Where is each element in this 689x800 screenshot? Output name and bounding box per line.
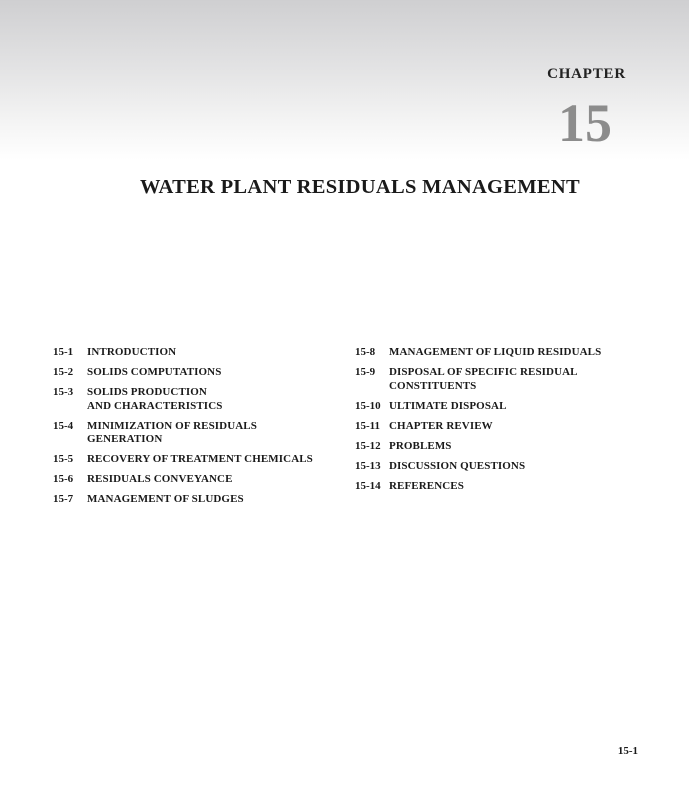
toc-item (355, 480, 655, 494)
toc-item-title: MANAGEMENT OF SLUDGES (87, 493, 244, 505)
toc-item-number: 15-3 (53, 386, 74, 398)
toc-left-column (53, 346, 353, 513)
page-number: 15-1 (617, 745, 638, 757)
toc-item-title: MANAGEMENT OF LIQUID RESIDUALS (389, 346, 602, 358)
toc-item (355, 400, 655, 414)
toc-right-column (355, 346, 655, 500)
toc-item-title: DISCUSSION QUESTIONS (389, 459, 526, 472)
toc-item-number: 15-4 (53, 419, 74, 432)
toc-item-number: 15-7 (53, 493, 74, 505)
toc-item-number: 15-8 (355, 346, 376, 358)
toc-item-title: REFERENCES (389, 479, 464, 492)
toc-item (53, 420, 353, 447)
toc-item (355, 460, 655, 474)
toc-item-number: 15-14 (355, 479, 381, 492)
toc-item (355, 420, 655, 434)
toc-item-number: 15-5 (53, 453, 74, 465)
toc-item-number: 15-2 (53, 366, 74, 378)
toc-item (53, 493, 353, 507)
toc-item-number: 15-9 (355, 366, 376, 378)
chapter-title: WATER PLANT RESIDUALS MANAGEMENT (140, 176, 580, 198)
toc-item-title: RESIDUALS CONVEYANCE (87, 473, 233, 485)
toc-item (53, 453, 353, 467)
toc-item (53, 473, 353, 487)
toc-item-number: 15-12 (355, 439, 381, 452)
toc-item (355, 346, 655, 360)
toc-item (53, 386, 353, 413)
toc-item-number: 15-1 (53, 346, 74, 358)
toc-item (53, 366, 353, 380)
toc-item-title: DISPOSAL OF SPECIFIC RESIDUAL CONSTITUENTS (389, 366, 578, 392)
toc-item-title: ULTIMATE DISPOSAL (389, 399, 507, 412)
toc-item-title: PROBLEMS (389, 439, 452, 452)
toc-item-title: MINIMIZATION OF RESIDUALS GENERATION (87, 419, 257, 445)
toc-item-title: CHAPTER REVIEW (389, 419, 493, 432)
toc-item-title: RECOVERY OF TREATMENT CHEMICALS (87, 453, 313, 465)
toc-item-number: 15-13 (355, 459, 381, 472)
toc-item-number: 15-11 (355, 419, 381, 432)
toc-item-title: SOLIDS COMPUTATIONS (87, 366, 222, 378)
toc-item (355, 366, 655, 393)
toc-item (53, 346, 353, 360)
chapter-label: CHAPTER (547, 66, 626, 82)
toc-item-number: 15-10 (355, 399, 381, 412)
toc-item (355, 440, 655, 454)
chapter-number: 15 (558, 93, 612, 153)
toc-item-title: INTRODUCTION (87, 346, 177, 358)
toc-item-title: SOLIDS PRODUCTION AND CHARACTERISTICS (87, 386, 223, 412)
toc-item-number: 15-6 (53, 473, 74, 485)
